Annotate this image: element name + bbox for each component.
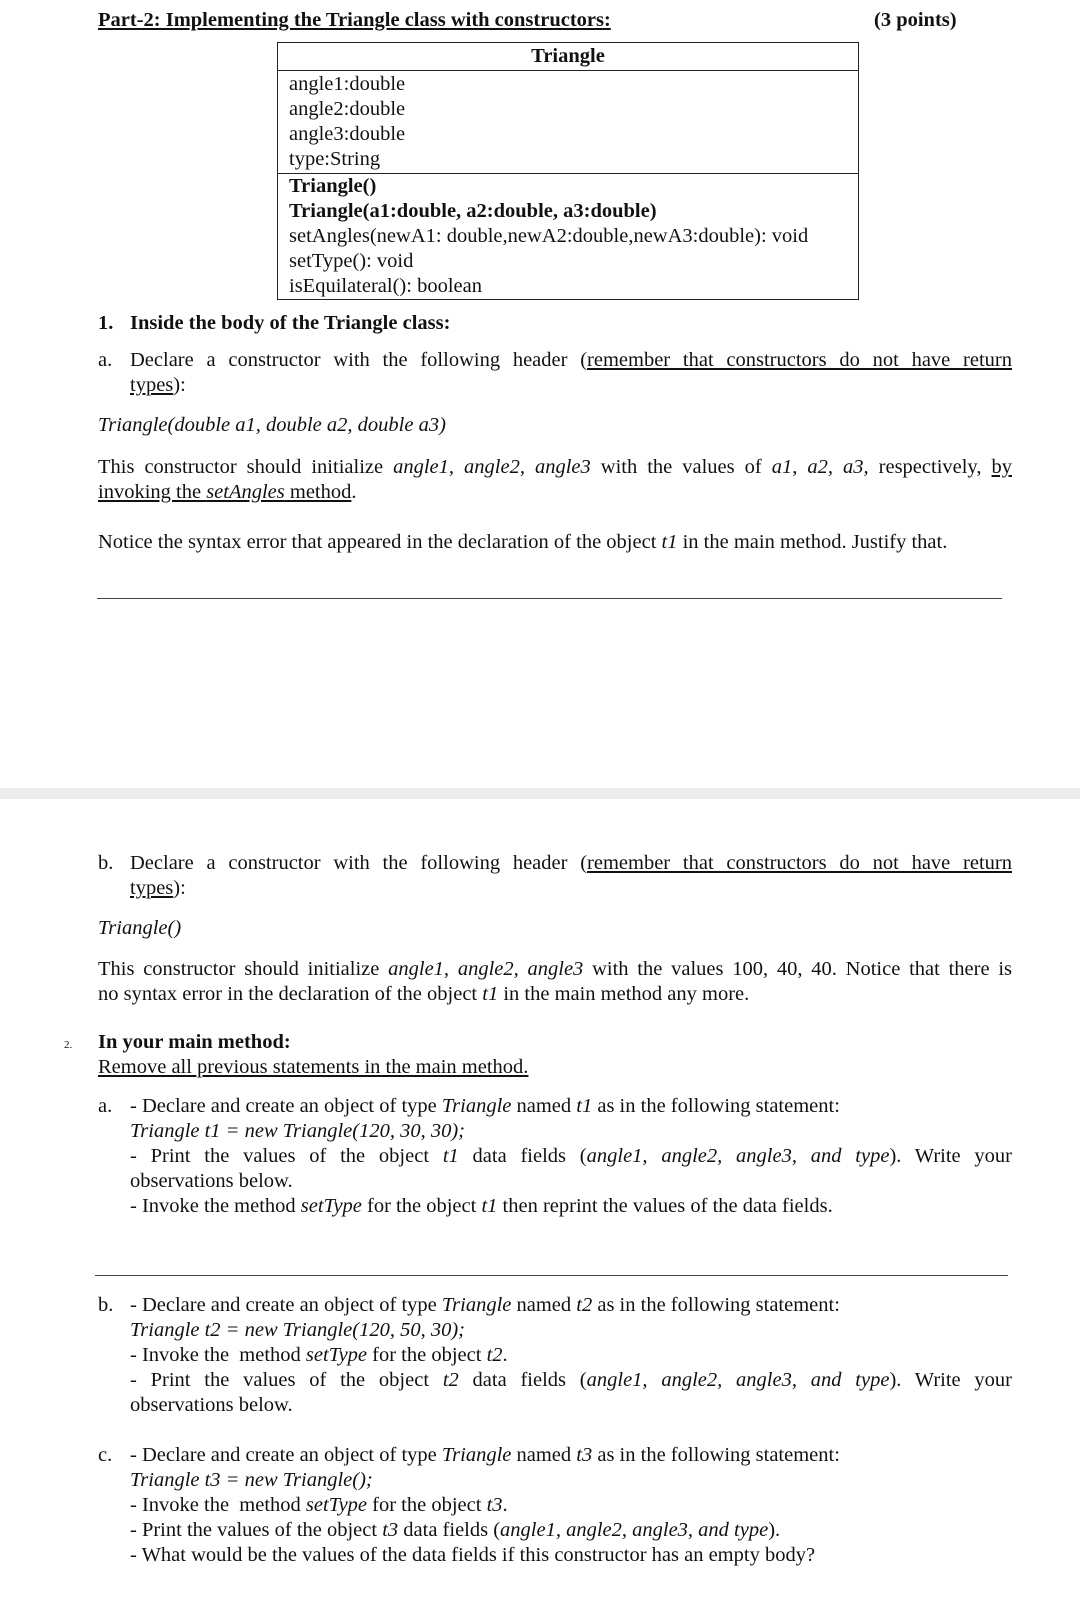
uml-class-diagram [277,42,859,300]
q2c-letter: c. [98,1444,113,1466]
uml-method: Triangle() [289,175,377,197]
page-2 [0,799,1080,1602]
q2a-line4: observations below. [130,1170,293,1192]
q2c-line3: - Invoke the method setType for the object t3. [130,1494,508,1516]
item-a-line2: types): [130,374,186,396]
uml-methods [278,174,858,299]
item-a-para-line2: invoking the setAngles method. [98,481,357,503]
item-b-letter: b. [98,852,114,874]
constructor-header-b: Triangle() [98,917,182,939]
item-a-letter: a. [98,349,113,371]
q2c-line5: - What would be the values of the data fields if this constructor has an empty body? [130,1544,816,1566]
q2a-letter: a. [98,1095,113,1117]
item-b-para-line2: no syntax error in the declaration of the object t1 in the main method any more. [98,983,750,1005]
constructor-header-a: Triangle(double a1, double a2, double a3) [98,414,446,436]
part-title: Part-2: Implementing the Triangle class with constructors: [98,9,611,31]
q2c-statement: Triangle t3 = new Triangle(); [130,1469,373,1491]
q2a-line3: - Print the values of the object t1 data fields (angle1, angle2, angle3, and type). Write your [130,1145,1013,1167]
q2a-statement: Triangle t1 = new Triangle(120, 30, 30); [130,1120,466,1142]
q2b-line5: observations below. [130,1394,293,1416]
page-separator [0,788,1080,799]
q1-number: 1. [98,312,114,334]
uml-method: Triangle(a1:double, a2:double, a3:double) [289,200,657,222]
notice-text: Notice the syntax error that appeared in the declaration of the object t1 in the main method. Justify that. [98,531,948,553]
item-b-line1: Declare a constructor with the following header (remember that constructors do not have return [130,852,1012,874]
answer-line-1 [97,598,1002,599]
q2b-line3: - Invoke the method setType for the object t2. [130,1344,508,1366]
q1-title: Inside the body of the Triangle class: [130,312,451,334]
uml-method: setType(): void [289,250,414,272]
uml-class-name: Triangle [278,43,858,71]
uml-method: setAngles(newA1: double,newA2:double,newA3:double): void [289,225,809,247]
points-label: (3 points) [874,9,957,31]
page-1 [0,0,1080,788]
q2b-letter: b. [98,1294,114,1316]
item-a-line1: Declare a constructor with the following header (remember that constructors do not have return [130,349,1012,371]
q2b-line4: - Print the values of the object t2 data fields (angle1, angle2, angle3, and type). Write your [130,1369,1013,1391]
uml-attribute: angle2:double [289,98,406,120]
q2c-line4: - Print the values of the object t3 data fields (angle1, angle2, angle3, and type). [130,1519,781,1541]
q2-title: In your main method: [98,1031,291,1053]
uml-attribute: angle3:double [289,123,406,145]
item-a-para-line1: This constructor should initialize angle1, angle2, angle3 with the values of a1, a2, a3, respectively, by [98,456,1012,478]
q2b-line1: - Declare and create an object of type Triangle named t2 as in the following statement: [130,1294,840,1316]
item-b-line2: types): [130,877,186,899]
uml-attribute: angle1:double [289,73,406,95]
uml-attribute: type:String [289,148,381,170]
item-b-para-line1: This constructor should initialize angle1, angle2, angle3 with the values 100, 40, 40. Notice that there is [98,958,1013,980]
uml-method: isEquilateral(): boolean [289,275,482,297]
uml-attributes [278,71,858,174]
q2-number: 2. [64,1039,73,1051]
q2-subtitle: Remove all previous statements in the main method. [98,1056,529,1078]
q2c-line1: - Declare and create an object of type Triangle named t3 as in the following statement: [130,1444,840,1466]
q2b-statement: Triangle t2 = new Triangle(120, 50, 30); [130,1319,466,1341]
q2a-line5: - Invoke the method setType for the object t1 then reprint the values of the data fields. [130,1195,833,1217]
answer-line-2 [95,1275,1008,1276]
q2a-line1: - Declare and create an object of type Triangle named t1 as in the following statement: [130,1095,840,1117]
